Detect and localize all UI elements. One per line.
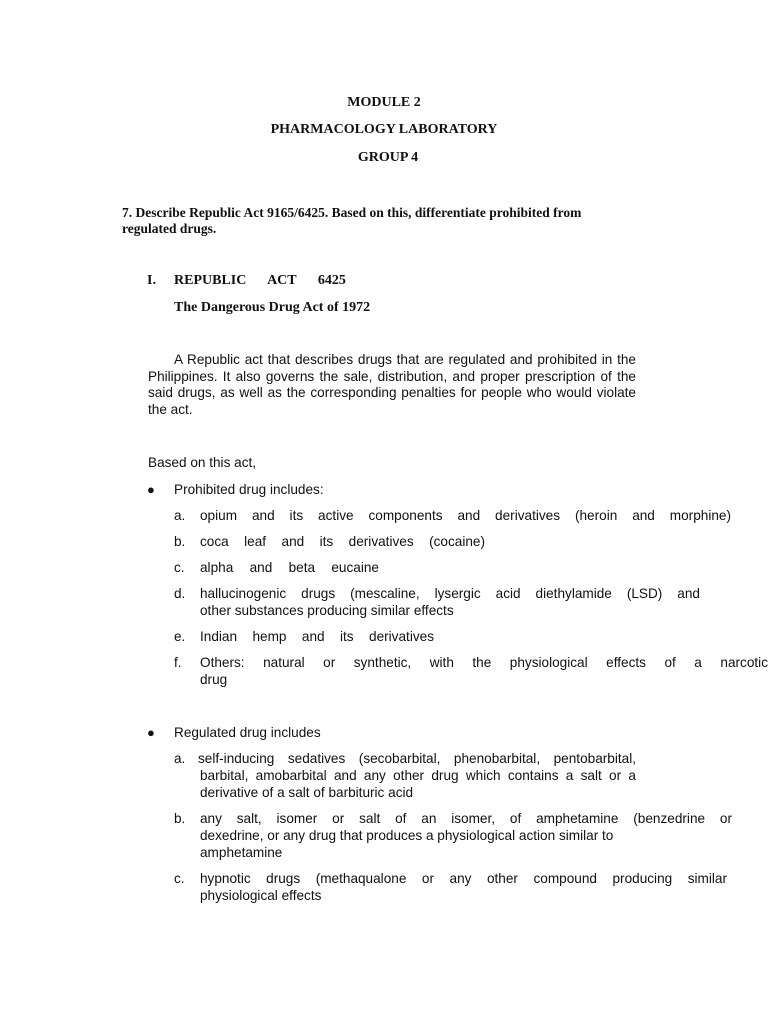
- based-on-text: Based on this act,: [148, 455, 257, 470]
- list-item: [174, 629, 434, 646]
- item-text-continued: amphetamine: [200, 845, 283, 860]
- item-text-continued: derivative of a salt of barbituric acid: [200, 785, 414, 800]
- list-item: [174, 508, 731, 525]
- item-letter: f.: [174, 655, 182, 670]
- question-text: 7. Describe Republic Act 9165/6425. Based on this, differentiate prohibited from regulated drugs.: [122, 205, 582, 236]
- group-title: GROUP 4: [357, 150, 419, 165]
- item-text: alpha and beta eucaine: [200, 560, 379, 575]
- description-paragraph: A Republic act that describes drugs that are regulated and prohibited in the Philippines. It also governs the sale, distribution, and proper prescription of the said drugs, as well as the corresponding penalties for people who would violate the act.: [148, 352, 636, 417]
- section-number: I.: [147, 273, 156, 288]
- item-letter: c.: [174, 871, 185, 886]
- item-text: opium and its active components and derivatives (heroin and morphine): [200, 508, 731, 523]
- list-item: [174, 871, 727, 905]
- item-text-continued: other substances producing similar effects: [200, 603, 454, 618]
- list-item: [174, 560, 379, 577]
- item-text: hypnotic drugs (methaqualone or any other compound producing similar: [200, 871, 727, 886]
- item-text: self-inducing sedatives (secobarbital, phenobarbital, pentobarbital,: [198, 751, 636, 766]
- list-item: [174, 811, 732, 862]
- list-item: [174, 534, 485, 551]
- bullet-regulated: ●: [147, 725, 155, 740]
- item-letter: b.: [174, 534, 186, 549]
- item-letter: b.: [174, 811, 186, 826]
- item-text: Others: natural or synthetic, with the physiological effects of a narcotic: [200, 655, 768, 670]
- list-item: [174, 655, 768, 689]
- item-text-continued: barbital, amobarbital and any other drug which contains a salt or a: [200, 768, 636, 783]
- section-title: REPUBLIC ACT 6425: [174, 273, 346, 288]
- list-item: [174, 586, 700, 620]
- item-text: any salt, isomer or salt of an isomer, of amphetamine (benzedrine or: [200, 811, 732, 826]
- prohibited-heading: Prohibited drug includes:: [174, 482, 324, 497]
- item-letter: a.: [174, 751, 186, 766]
- item-letter: c.: [174, 560, 185, 575]
- item-text-continued: dexedrine, or any drug that produces a physiological action similar to: [200, 828, 614, 843]
- item-text: Indian hemp and its derivatives: [200, 629, 434, 644]
- section-subtitle: The Dangerous Drug Act of 1972: [174, 300, 371, 315]
- item-letter: d.: [174, 586, 186, 601]
- item-text: hallucinogenic drugs (mescaline, lysergic acid diethylamide (LSD) and: [200, 586, 700, 601]
- item-text-continued: physiological effects: [200, 888, 322, 903]
- item-letter: a.: [174, 508, 186, 523]
- module-title: MODULE 2: [347, 95, 421, 110]
- item-text: coca leaf and its derivatives (cocaine): [200, 534, 485, 549]
- course-title: PHARMACOLOGY LABORATORY: [270, 122, 498, 137]
- item-text-continued: drug: [200, 672, 228, 687]
- item-letter: e.: [174, 629, 186, 644]
- regulated-heading: Regulated drug includes: [174, 725, 321, 740]
- list-item: [174, 751, 636, 802]
- bullet-prohibited: ●: [147, 482, 155, 497]
